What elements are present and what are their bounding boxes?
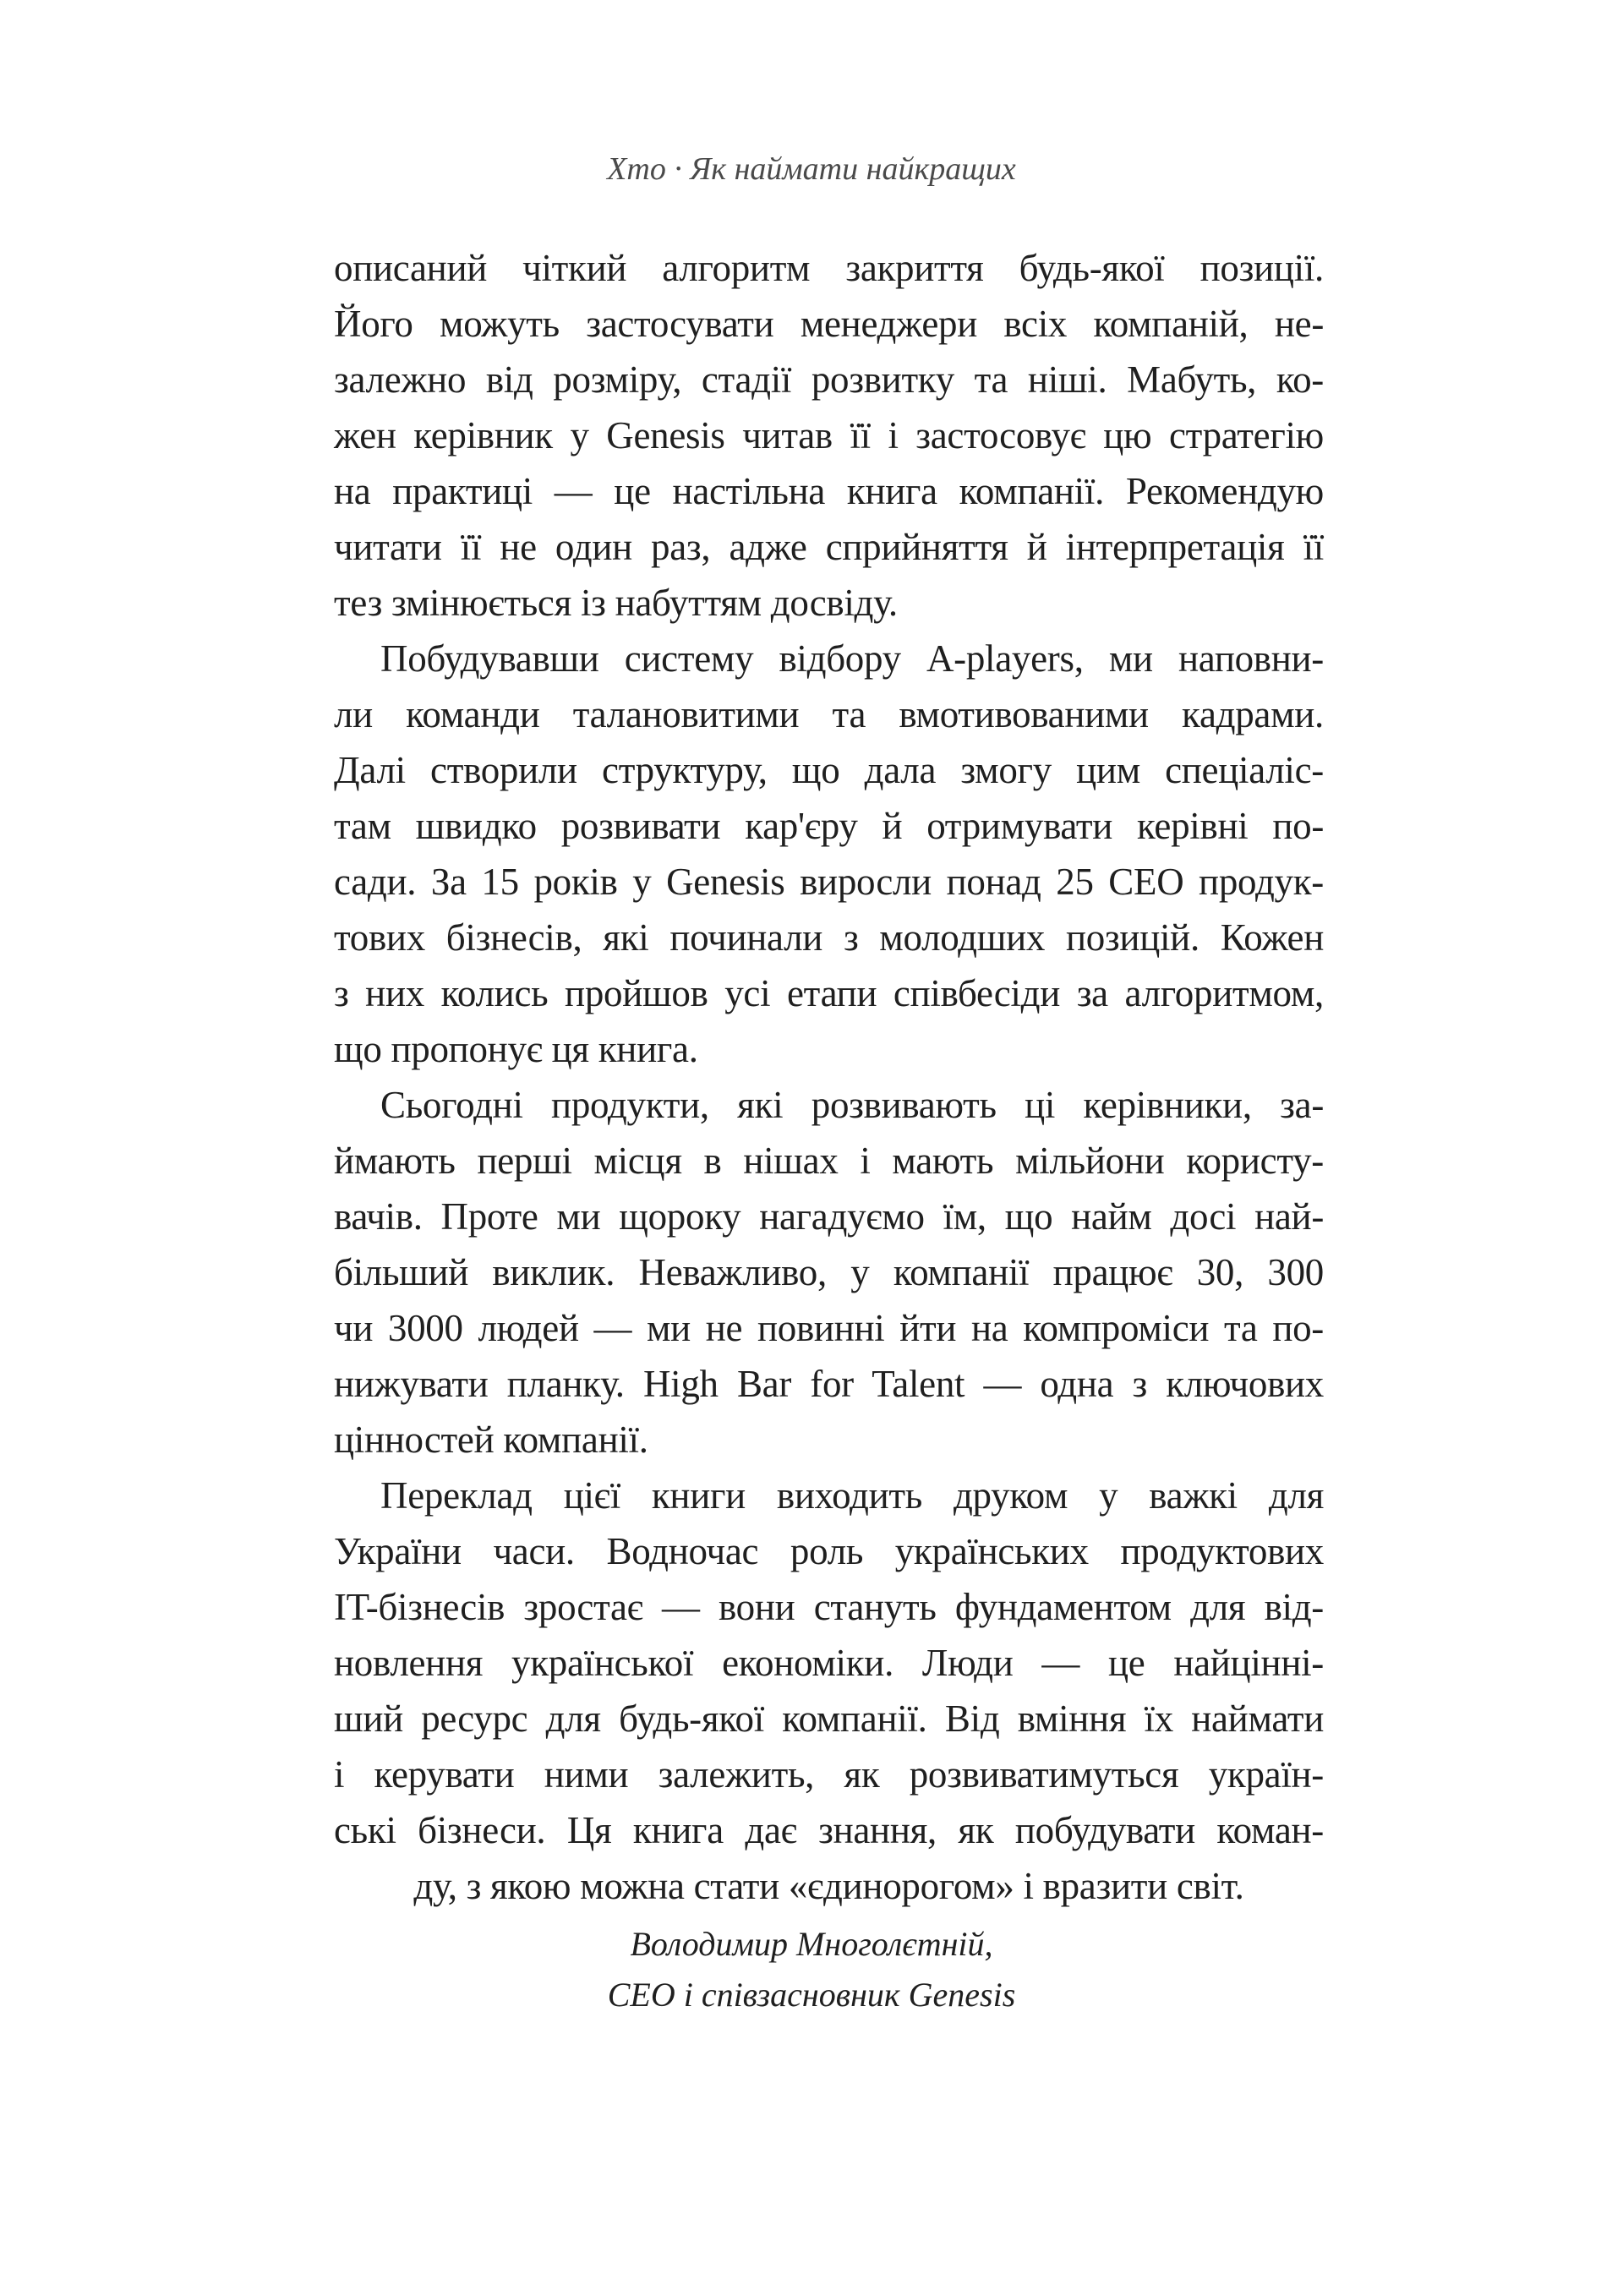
- text-line: новлення української економіки. Люди — це найцінні-: [334, 1642, 1324, 1684]
- text-line: Сьогодні продукти, які розвивають ці керівники, за-: [380, 1084, 1324, 1126]
- text-line: чи 3000 людей — ми не повинні йти на компроміси та по-: [334, 1307, 1324, 1349]
- text-line: ські бізнеси. Ця книга дає знання, як побудувати коман-: [334, 1809, 1324, 1851]
- text-line: з них колись пройшов усі етапи співбесіди за алгоритмом,: [334, 972, 1324, 1014]
- signature-title: CEO і співзасновник Genesis: [607, 1976, 1016, 2014]
- text-line: більший виклик. Неважливо, у компанії працює 30, 300: [334, 1251, 1324, 1293]
- text-line: ймають перші місця в нішах і мають мільйони користу-: [334, 1140, 1324, 1182]
- signature-name: Володимир Многолєтній,: [630, 1925, 993, 1963]
- running-head: Хто · Як наймати найкращих: [607, 151, 1016, 187]
- text-line: Переклад цієї книги виходить друком у важкі для: [380, 1474, 1324, 1517]
- text-line: описаний чіткий алгоритм закриття будь-якої позиції.: [334, 247, 1324, 289]
- text-line: читати її не один раз, адже сприйняття й інтерпретація її: [334, 526, 1324, 568]
- text-line: що пропонує ця книга.: [334, 1028, 698, 1070]
- text-line: сади. За 15 років у Genesis виросли понад 25 CEO продук-: [334, 861, 1324, 903]
- text-line: тез змінюється із набуттям досвіду.: [334, 582, 898, 624]
- text-line: IT-бізнесів зростає — вони стануть фундаментом для від-: [334, 1586, 1324, 1628]
- text-line: і керувати ними залежить, як розвиватимуться україн-: [334, 1753, 1324, 1796]
- text-line: ший ресурс для будь-якої компанії. Від вміння їх наймати: [334, 1697, 1324, 1740]
- text-line: залежно від розміру, стадії розвитку та ніші. Мабуть, ко-: [334, 358, 1324, 401]
- text-line: Далі створили структуру, що дала змогу цим спеціаліс-: [334, 749, 1324, 791]
- text-line: Побудувавши систему відбору A-players, ми наповни-: [380, 637, 1324, 680]
- text-line: цінностей компанії.: [334, 1419, 648, 1461]
- text-line: нижувати планку. High Bar for Talent — одна з ключових: [334, 1363, 1324, 1405]
- text-line: ли команди талановитими та вмотивованими кадрами.: [334, 693, 1324, 735]
- text-line: України часи. Водночас роль українських продуктових: [334, 1530, 1324, 1572]
- text-line: на практиці — це настільна книга компанії. Рекомендую: [334, 470, 1324, 512]
- text-line: там швидко розвивати кар'єру й отримувати керівні по-: [334, 805, 1324, 847]
- text-line: тових бізнесів, які починали з молодших позицій. Кожен: [334, 916, 1324, 959]
- text-line: Його можуть застосувати менеджери всіх компаній, не-: [334, 303, 1324, 345]
- text-line: ду, з якою можна стати «єдинорогом» і вразити світ.: [413, 1865, 1244, 1907]
- text-line: жен керівник у Genesis читав її і застосовує цю стратегію: [334, 414, 1324, 456]
- text-line: вачів. Проте ми щороку нагадуємо їм, що найм досі най-: [334, 1195, 1324, 1238]
